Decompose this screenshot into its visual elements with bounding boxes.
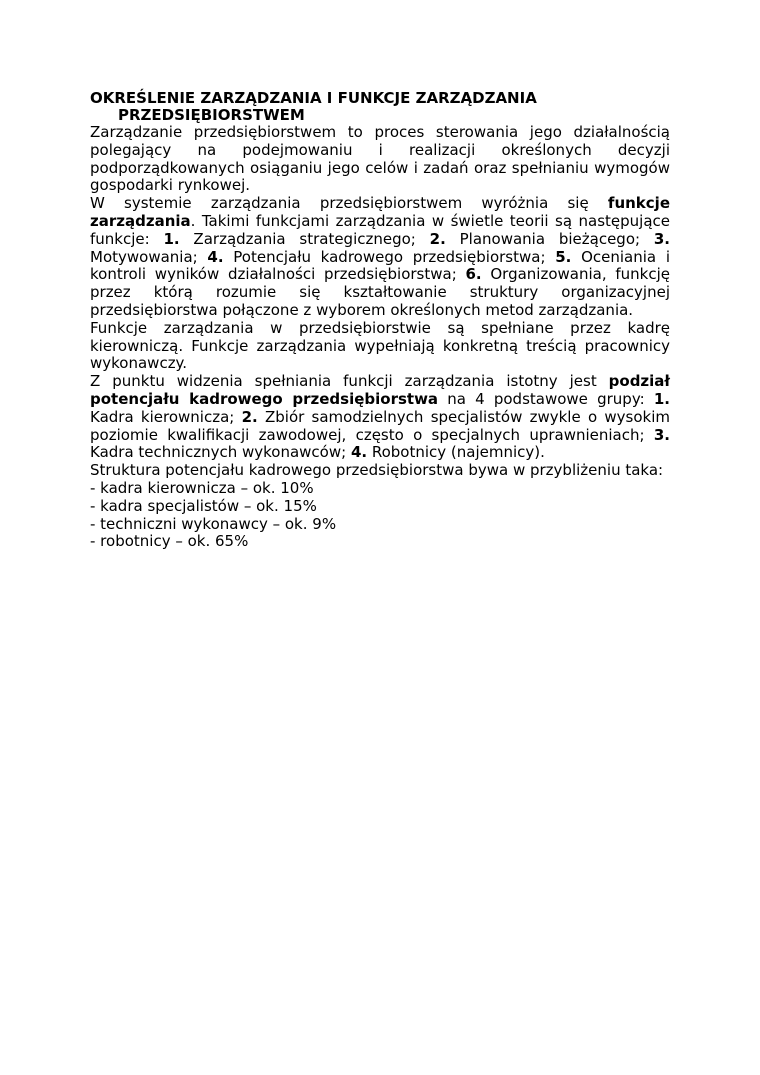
list-item: - kadra specjalistów – ok. 15% bbox=[90, 496, 317, 515]
text-run: Planowania bieżącego; bbox=[445, 229, 654, 248]
text-run: Z punktu widzenia spełniania funkcji zarządzania istotny jest bbox=[90, 372, 609, 391]
list-number: 1. bbox=[163, 229, 180, 248]
bold-term: funkcje zarządzania bbox=[90, 194, 670, 230]
document-page bbox=[90, 90, 670, 551]
list-number: 4. bbox=[350, 443, 368, 462]
text-run: Potencjału kadrowego przedsiębiorstwa; bbox=[223, 247, 556, 266]
document-title bbox=[90, 90, 670, 124]
structure-list bbox=[90, 480, 670, 551]
paragraph-management-staff: Funkcje zarządzania w przedsiębiorstwie są spełniane przez kadrę kierowniczą. Funkcje zarządzania wypełniają konkretną treścią pracownicy wykonawczy. bbox=[90, 318, 670, 373]
paragraph-structure: Struktura potencjału kadrowego przedsiębiorstwa bywa w przybliżeniu taka: bbox=[90, 461, 664, 480]
list-number: 4. bbox=[207, 247, 224, 266]
list-number: 3. bbox=[653, 425, 670, 444]
text-run: Oceniania i kontroli wyników działalności przedsiębiorstwa; bbox=[90, 247, 670, 284]
text-run: Kadra technicznych wykonawców; bbox=[90, 443, 351, 462]
list-number: 5. bbox=[555, 247, 572, 266]
list-number: 1. bbox=[653, 389, 670, 408]
title-line-1: OKREŚLENIE ZARZĄDZANIA I FUNKCJE ZARZĄDZANIA bbox=[90, 89, 537, 107]
text-run: Robotnicy (najemnicy). bbox=[367, 443, 545, 462]
list-item: - kadra kierownicza – ok. 10% bbox=[90, 478, 314, 497]
text-run: Motywowania; bbox=[90, 247, 208, 266]
list-item: - robotnicy – ok. 65% bbox=[90, 532, 249, 551]
list-number: 2. bbox=[429, 229, 446, 248]
text-run: Organizowania, funkcję przez którą rozumie się kształtowanie struktury organizacyjnej przedsiębiorstwa połączone z wyborem określonych metod zarządzania. bbox=[90, 265, 670, 319]
text-run: W systemie zarządzania przedsiębiorstwem wyróżnia się bbox=[90, 194, 608, 213]
bold-term: podział potencjału kadrowego przedsiębiorstwa bbox=[90, 372, 670, 408]
paragraph-functions bbox=[90, 195, 670, 320]
list-number: 2. bbox=[241, 407, 258, 426]
text-run: Kadra kierownicza; bbox=[90, 407, 242, 426]
list-number: 6. bbox=[465, 265, 482, 284]
paragraph-definition: Zarządzanie przedsiębiorstwem to proces sterowania jego działalnością polegający na podejmowaniu i realizacji określonych decyzji podporządkowanych osiąganiu jego celów i zadań oraz spełnianiu wymogów gospodarki rynkowej. bbox=[90, 123, 670, 195]
list-number: 3. bbox=[653, 229, 670, 248]
text-run: . Takimi funkcjami zarządzania w świetle teorii są następujące funkcje: bbox=[90, 211, 670, 248]
text-run: na 4 podstawowe grupy: bbox=[438, 389, 654, 408]
paragraph-staff-division bbox=[90, 373, 670, 462]
text-run: Zarządzania strategicznego; bbox=[179, 229, 430, 248]
list-item: - techniczni wykonawcy – ok. 9% bbox=[90, 514, 337, 533]
title-line-2: PRZEDSIĘBIORSTWEM bbox=[118, 106, 305, 124]
text-run: Zbiór samodzielnych specjalistów zwykle o wysokim poziomie kwalifikacji zawodowej, często o specjalnych uprawnieniach; bbox=[90, 407, 670, 444]
